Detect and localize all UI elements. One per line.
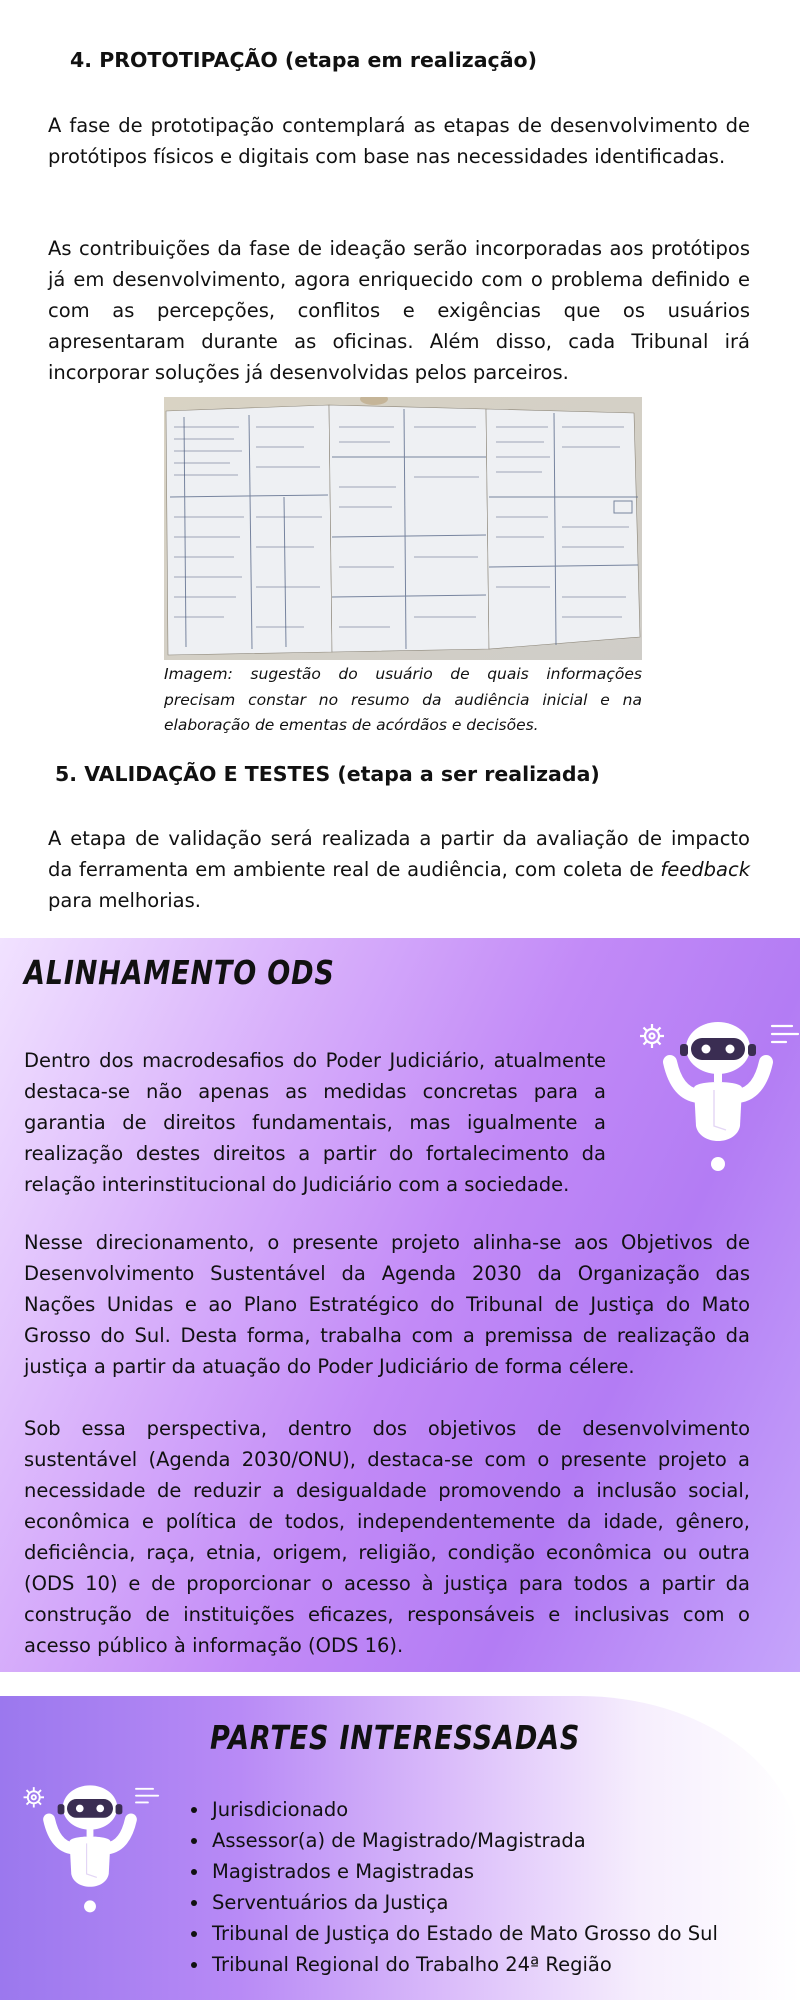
- robot-icon: [20, 1782, 160, 1920]
- handwritten-sheets-photo: [164, 397, 642, 660]
- list-item: • Tribunal Regional do Trabalho 24ª Região: [210, 1949, 718, 1980]
- section-4-title: 4. PROTOTIPAÇÃO (etapa em realização): [70, 48, 537, 72]
- stakeholders-list: [186, 1794, 718, 1980]
- section-4-paragraph-2: As contribuições da fase de ideação serão incorporadas aos protótipos já em desenvolvimento, agora enriquecido com o problema definido e com as percepções, conflitos e exigências que os usuários apresentaram durante as oficinas. Além disso, cada Tribunal irá incorporar soluções já desenvolvidas pelos parceiros.: [48, 237, 750, 384]
- ods-paragraph-2: Nesse direcionamento, o presente projeto alinha-se aos Objetivos de Desenvolvimento Sustentável da Agenda 2030 da Organização das Nações Unidas e ao Plano Estratégico do Tribunal de Justiça do Mato Grosso do Sul. Desta forma, trabalha com a premissa de realização da justiça a partir da atuação do Poder Judiciário de forma célere.: [24, 1231, 750, 1378]
- list-item: • Serventuários da Justiça: [210, 1887, 718, 1918]
- list-item: • Assessor(a) de Magistrado/Magistrada: [210, 1825, 718, 1856]
- ods-section-title: ALINHAMENTO ODS: [24, 953, 335, 992]
- gear-icon: [640, 1024, 664, 1048]
- section-5-paragraph: [48, 823, 750, 916]
- section-4-paragraph-1: A fase de prototipação contemplará as etapas de desenvolvimento de protótipos físicos e digitais com base nas necessidades identificadas.: [48, 114, 750, 168]
- list-item: • Jurisdicionado: [210, 1794, 718, 1825]
- gear-icon: [24, 1787, 44, 1807]
- section-5-text-start: A etapa de validação será realizada a partir da avaliação de impacto da ferramenta em ambiente real de audiência, com coleta de: [48, 827, 750, 881]
- motion-lines-icon: [772, 1026, 798, 1042]
- section-5-text-end: para melhorias.: [48, 889, 201, 912]
- motion-lines-icon: [136, 1789, 158, 1803]
- ods-paragraph-1: Dentro dos macrodesafios do Poder Judiciário, atualmente destaca-se não apenas as medidas concretas para a garantia de direitos fundamentais, mas igualmente a realização destes direitos a partir do fortalecimento da relação interinstitucional do Judiciário com a sociedade.: [24, 1049, 606, 1196]
- stakeholders-title: PARTES INTERESSADAS: [210, 1718, 581, 1757]
- list-item: • Tribunal de Justiça do Estado de Mato Grosso do Sul: [210, 1918, 718, 1949]
- handwritten-sheets-illustration: [164, 397, 642, 660]
- section-5-feedback-term: feedback: [660, 858, 750, 881]
- image-caption: Imagem: sugestão do usuário de quais informações precisam constar no resumo da audiência inicial e na elaboração de ementas de acórdãos e decisões.: [164, 665, 642, 734]
- ods-paragraph-3: Sob essa perspectiva, dentro dos objetivos de desenvolvimento sustentável (Agenda 2030/ONU), destaca-se com o presente projeto a necessidade de reduzir a desigualdade promovendo a inclusão social, econômica e política de todos, independentemente da idade, gênero, deficiência, raça, etnia, origem, religião, condição econômica ou outra (ODS 10) e de proporcionar o acesso à justiça para todos a partir da construção de instituições eficazes, responsáveis e inclusivas com o acesso público à informação (ODS 16).: [24, 1417, 750, 1657]
- robot-icon: [636, 1018, 800, 1180]
- section-5-title: 5. VALIDAÇÃO E TESTES (etapa a ser realizada): [55, 762, 600, 786]
- list-item: • Magistrados e Magistradas: [210, 1856, 718, 1887]
